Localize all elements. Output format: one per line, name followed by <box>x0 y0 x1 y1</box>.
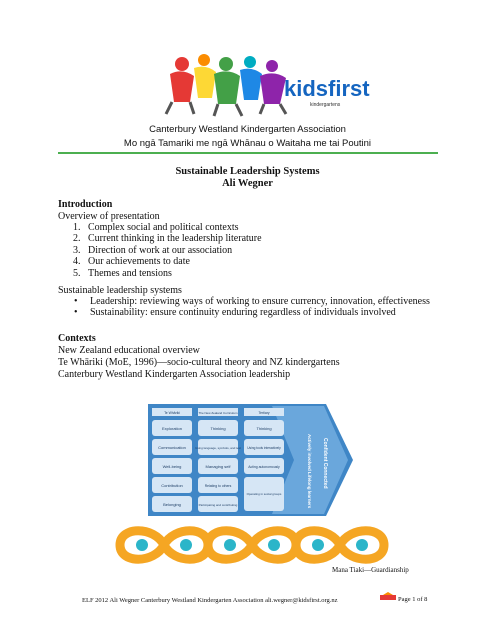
list-item <box>58 233 438 244</box>
diagram-arrow-text: Confident Connected <box>322 438 328 489</box>
image-caption: Mana Tiaki—Guardianship <box>332 566 409 574</box>
page-footer: ELF 2012 Ali Wegner Canterbury Westland Kindergarten Association ali.wegner@kidsfirst.org.nz <box>82 597 338 604</box>
bullet-item: • Sustainability: ensure continuity enduring regardless of individuals involved <box>58 307 458 318</box>
list-item-text: Direction of work at our association <box>88 244 233 256</box>
diagram-cell-text: Communication <box>158 445 186 450</box>
logo-wordmark: kidsfirst <box>284 76 370 101</box>
association-name: Canterbury Westland Kindergarten Association <box>149 124 346 135</box>
diagram-cell-text: Belonging <box>163 502 181 507</box>
sustainable-heading: Sustainable leadership systems <box>58 285 182 296</box>
diagram-cell-text: Managing self <box>205 464 231 469</box>
list-item-number: 2. <box>73 233 81 245</box>
diagram-cell-text: Exploration <box>161 426 183 431</box>
diagram-cell-text: Participating and contributing <box>198 503 238 507</box>
diagram-cell-text: Using tools interactively <box>247 446 281 450</box>
page-number: Page 1 of 8 <box>398 596 428 603</box>
koru-dot-icon <box>356 539 368 551</box>
koru-dot-icon <box>224 539 236 551</box>
diagram-arrow-text: Actively involved Lifelong learners <box>307 434 312 509</box>
list-item-text: Themes and tensions <box>88 267 172 279</box>
header-divider <box>58 152 438 154</box>
association-maori-name: Mo ngā Tamariki me ngā Whānau o Waitaha me tai Poutini <box>123 138 372 149</box>
contexts-line: Canterbury Westland Kindergarten Association leadership <box>58 369 291 380</box>
kidsfirst-logo <box>160 52 370 118</box>
list-item-text: Current thinking in the leadership literature <box>88 233 262 245</box>
list-item-number: 1. <box>73 222 81 233</box>
document-title: Sustainable Leadership Systems <box>175 166 320 177</box>
contexts-line: New Zealand educational overview <box>58 345 200 356</box>
koru-pattern-band <box>110 518 390 572</box>
introduction-heading: Introduction <box>58 199 113 210</box>
footer-logo-icon <box>380 592 396 602</box>
list-item-text: Complex social and political contexts <box>88 222 239 233</box>
diagram-cell-text: Well-being <box>162 464 182 469</box>
document-author: Ali Wegner <box>222 178 273 189</box>
presentation-overview-list <box>58 222 438 279</box>
list-item <box>58 256 438 267</box>
diagram-cell-text: Contribution <box>161 483 183 488</box>
overview-subheading: Overview of presentation <box>58 211 160 222</box>
diagram-cell-text: Relating to others <box>204 484 232 488</box>
diagram-cell-text: Using language, symbols, and text <box>195 446 241 450</box>
list-item-number: 5. <box>73 267 81 279</box>
diagram-cell-text: Thinking <box>256 426 272 431</box>
list-item <box>58 268 438 279</box>
diagram-row <box>152 420 284 436</box>
diagram-row <box>152 439 284 455</box>
contexts-heading: Contexts <box>58 333 96 344</box>
list-item-number: 4. <box>73 256 81 268</box>
bullet-item: • Leadership: reviewing ways of working to ensure currency, innovation, effectiveness <box>58 296 458 307</box>
diagram-row <box>152 458 284 474</box>
diagram-header-text: Tertiary <box>258 411 270 415</box>
koru-dot-icon <box>136 539 148 551</box>
children-silhouettes-icon <box>166 54 286 116</box>
diagram-cell-text: Thinking <box>210 426 226 431</box>
list-item-number: 3. <box>73 244 81 256</box>
list-item <box>58 245 438 256</box>
list-item <box>58 222 438 233</box>
curriculum-diagram <box>148 404 353 516</box>
diagram-header-text: Te Whāriki <box>164 411 180 415</box>
diagram-cell-text: Acting autonomously <box>248 465 280 469</box>
koru-dot-icon <box>180 539 192 551</box>
koru-dot-icon <box>268 539 280 551</box>
sustainable-bullet-list <box>58 296 458 319</box>
koru-dot-icon <box>312 539 324 551</box>
logo-subtext: kindergartens <box>310 102 341 108</box>
diagram-cell-text: Operating in social groups <box>246 492 282 496</box>
diagram-header-text: The New Zealand Curriculum <box>198 411 238 415</box>
list-item-text: Our achievements to date <box>88 256 190 268</box>
contexts-line: Te Whāriki (MoE, 1996)—socio-cultural theory and NZ kindergartens <box>58 357 340 368</box>
